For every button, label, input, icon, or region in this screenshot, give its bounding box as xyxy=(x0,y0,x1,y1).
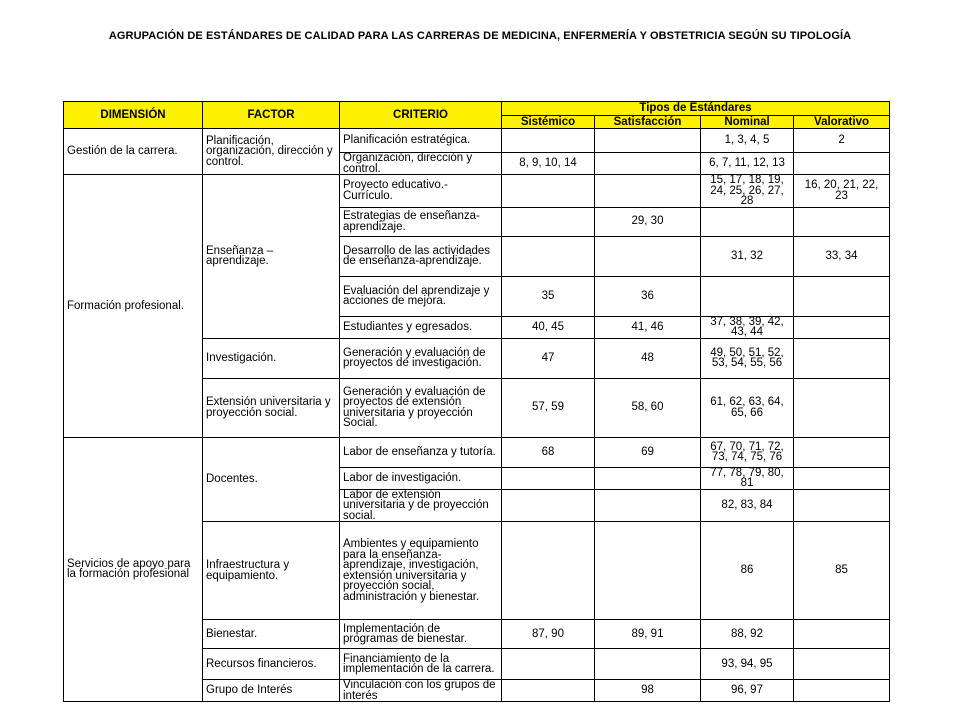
sistemico-cell: 68 xyxy=(502,437,595,467)
factor-investigacion: Investigación. xyxy=(203,338,340,378)
header-criterio: CRITERIO xyxy=(340,102,502,129)
header-row xyxy=(64,102,890,116)
valorativo-cell xyxy=(794,338,890,378)
satisfaccion-cell xyxy=(595,175,701,208)
factor-extension: Extensión universitaria y proyección social. xyxy=(203,378,340,437)
valorativo-cell xyxy=(794,467,890,489)
satisfaccion-cell xyxy=(595,649,701,680)
valorativo-cell xyxy=(794,649,890,680)
satisfaccion-cell xyxy=(595,522,701,620)
criterio-cell: Estudiantes y egresados. xyxy=(340,316,502,338)
criterio-cell: Estrategias de enseñanza-aprendizaje. xyxy=(340,207,502,236)
header-valorativo: Valorativo xyxy=(794,116,890,129)
criterio-cell: Generación y evaluación de proyectos de investigación. xyxy=(340,338,502,378)
sistemico-cell xyxy=(502,649,595,680)
nominal-cell: 86 xyxy=(701,522,794,620)
satisfaccion-cell: 41, 46 xyxy=(595,316,701,338)
criterio-cell: Desarrollo de las actividades de enseñanza-aprendizaje. xyxy=(340,236,502,276)
table-row xyxy=(64,175,890,208)
header-factor: FACTOR xyxy=(203,102,340,129)
nominal-cell: 15, 17, 18, 19, 24, 25, 26, 27, 28 xyxy=(701,175,794,208)
valorativo-cell xyxy=(794,153,890,175)
criterio-cell: Labor de extensión universitaria y de proyección social. xyxy=(340,489,502,522)
dimension-formacion: Formación profesional. xyxy=(64,175,203,438)
factor-infraestructura: Infraestructura y equipamiento. xyxy=(203,522,340,620)
criterio-cell: Generación y evaluación de proyectos de extensión universitaria y proyección Social. xyxy=(340,378,502,437)
nominal-cell: 88, 92 xyxy=(701,620,794,649)
sistemico-cell xyxy=(502,522,595,620)
valorativo-cell xyxy=(794,276,890,316)
sistemico-cell: 47 xyxy=(502,338,595,378)
criterio-cell: Financiamiento de la implementación de la carrera. xyxy=(340,649,502,680)
satisfaccion-cell: 89, 91 xyxy=(595,620,701,649)
satisfaccion-cell: 36 xyxy=(595,276,701,316)
table-row xyxy=(64,437,890,467)
page-title: AGRUPACIÓN DE ESTÁNDARES DE CALIDAD PARA LAS CARRERAS DE MEDICINA, ENFERMERÍA Y OBSTETRICIA SEGÚN SU TIPOLOGÍA xyxy=(108,30,852,42)
sistemico-cell: 87, 90 xyxy=(502,620,595,649)
valorativo-cell xyxy=(794,489,890,522)
nominal-cell xyxy=(701,276,794,316)
nominal-cell: 1, 3, 4, 5 xyxy=(701,129,794,153)
nominal-cell: 61, 62, 63, 64, 65, 66 xyxy=(701,378,794,437)
factor-ensenanza: Enseñanza – aprendizaje. xyxy=(203,175,340,339)
sistemico-cell: 35 xyxy=(502,276,595,316)
factor-planificacion: Planificación, organización, dirección y control. xyxy=(203,129,340,175)
header-sistemico: Sistémico xyxy=(502,116,595,129)
nominal-cell: 93, 94, 95 xyxy=(701,649,794,680)
satisfaccion-cell: 69 xyxy=(595,437,701,467)
nominal-cell: 37, 38, 39, 42, 43, 44 xyxy=(701,316,794,338)
valorativo-cell xyxy=(794,680,890,702)
sistemico-cell: 57, 59 xyxy=(502,378,595,437)
dimension-servicios: Servicios de apoyo para la formación profesional xyxy=(64,437,203,702)
criterio-cell: Ambientes y equipamiento para la enseñanza-aprendizaje, investigación, extensión universitaria y proyección social, administración y bienestar. xyxy=(340,522,502,620)
dimension-gestion: Gestión de la carrera. xyxy=(64,129,203,175)
satisfaccion-cell xyxy=(595,129,701,153)
factor-bienestar: Bienestar. xyxy=(203,620,340,649)
table-row xyxy=(64,129,890,153)
satisfaccion-cell: 98 xyxy=(595,680,701,702)
satisfaccion-cell: 29, 30 xyxy=(595,207,701,236)
satisfaccion-cell xyxy=(595,153,701,175)
sistemico-cell xyxy=(502,129,595,153)
valorativo-cell: 16, 20, 21, 22, 23 xyxy=(794,175,890,208)
valorativo-cell xyxy=(794,620,890,649)
satisfaccion-cell xyxy=(595,236,701,276)
sistemico-cell xyxy=(502,680,595,702)
sistemico-cell xyxy=(502,489,595,522)
satisfaccion-cell: 58, 60 xyxy=(595,378,701,437)
nominal-cell: 82, 83, 84 xyxy=(701,489,794,522)
sistemico-cell xyxy=(502,207,595,236)
nominal-cell: 49, 50, 51, 52, 53, 54, 55, 56 xyxy=(701,338,794,378)
header-nominal: Nominal xyxy=(701,116,794,129)
nominal-cell: 77, 78, 79, 80, 81 xyxy=(701,467,794,489)
header-dimension: DIMENSIÓN xyxy=(64,102,203,129)
criterio-cell: Evaluación del aprendizaje y acciones de mejora. xyxy=(340,276,502,316)
nominal-cell: 67, 70, 71, 72, 73, 74, 75, 76 xyxy=(701,437,794,467)
standards-table xyxy=(63,101,890,702)
sistemico-cell xyxy=(502,236,595,276)
criterio-cell: Proyecto educativo.- Currículo. xyxy=(340,175,502,208)
factor-grupo-interes: Grupo de Interés xyxy=(203,680,340,702)
valorativo-cell xyxy=(794,207,890,236)
nominal-cell: 6, 7, 11, 12, 13 xyxy=(701,153,794,175)
valorativo-cell: 33, 34 xyxy=(794,236,890,276)
criterio-cell: Labor de enseñanza y tutoría. xyxy=(340,437,502,467)
satisfaccion-cell: 48 xyxy=(595,338,701,378)
factor-recursos: Recursos financieros. xyxy=(203,649,340,680)
sistemico-cell xyxy=(502,175,595,208)
criterio-cell: Implementación de programas de bienestar. xyxy=(340,620,502,649)
header-tipos-de-estandares: Tipos de Estándares xyxy=(502,102,890,116)
valorativo-cell: 85 xyxy=(794,522,890,620)
nominal-cell: 96, 97 xyxy=(701,680,794,702)
satisfaccion-cell xyxy=(595,489,701,522)
header-satisfaccion: Satisfacción xyxy=(595,116,701,129)
sistemico-cell: 8, 9, 10, 14 xyxy=(502,153,595,175)
nominal-cell: 31, 32 xyxy=(701,236,794,276)
criterio-cell: Vinculación con los grupos de interés xyxy=(340,680,502,702)
valorativo-cell xyxy=(794,316,890,338)
factor-docentes: Docentes. xyxy=(203,437,340,522)
valorativo-cell xyxy=(794,437,890,467)
criterio-cell: Labor de investigación. xyxy=(340,467,502,489)
sistemico-cell xyxy=(502,467,595,489)
nominal-cell xyxy=(701,207,794,236)
sistemico-cell: 40, 45 xyxy=(502,316,595,338)
criterio-cell: Planificación estratégica. xyxy=(340,129,502,153)
criterio-cell: Organización, dirección y control. xyxy=(340,153,502,175)
satisfaccion-cell xyxy=(595,467,701,489)
valorativo-cell xyxy=(794,378,890,437)
valorativo-cell: 2 xyxy=(794,129,890,153)
